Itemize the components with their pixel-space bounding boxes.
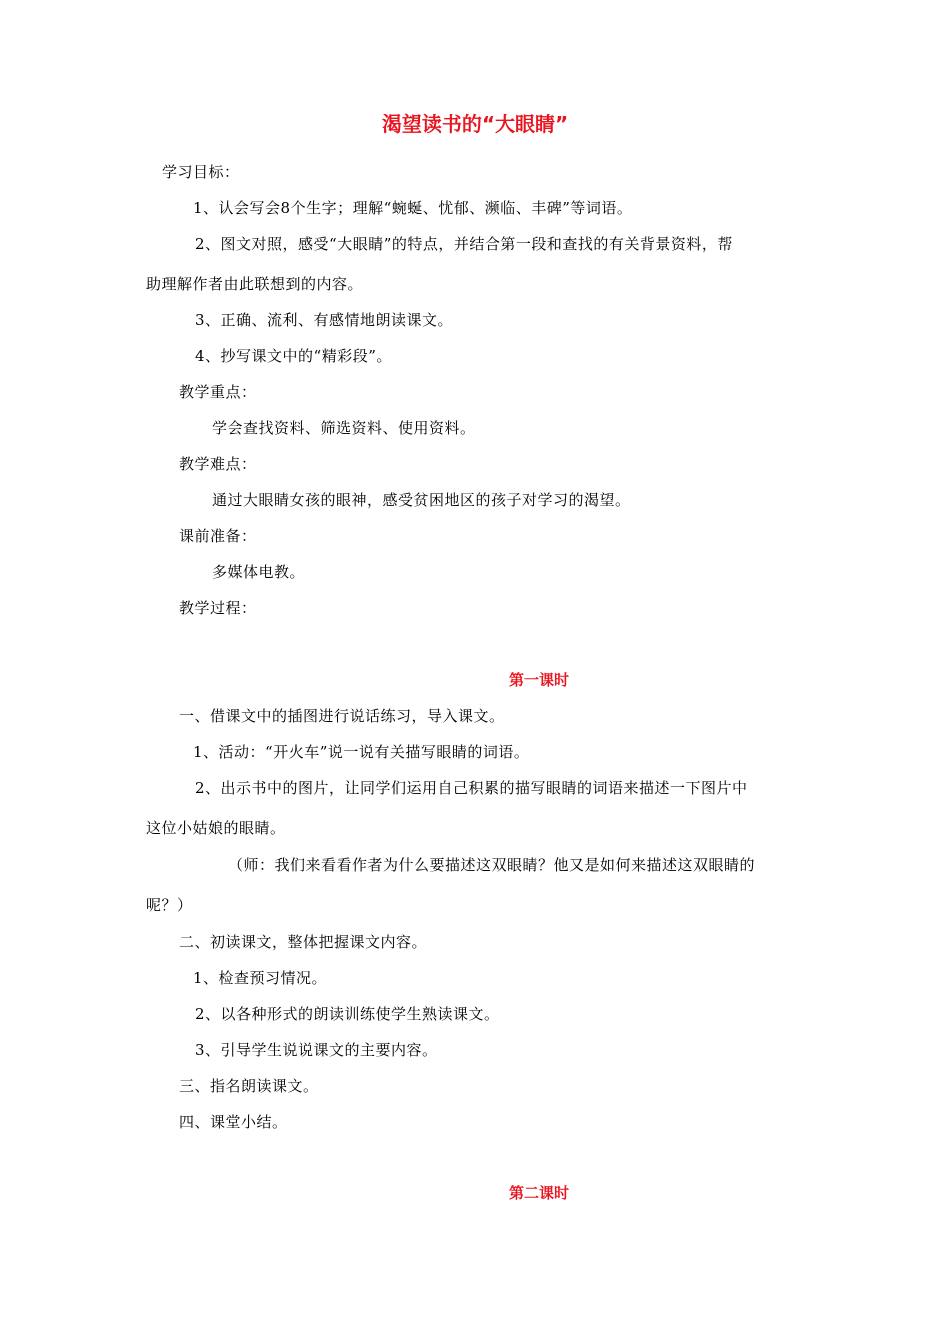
lesson1-line: 2、以各种形式的朗读训练使学生熟读课文。 xyxy=(195,1005,500,1023)
lesson1-line: 1、活动：“开火车”说一说有关描写眼睛的词语。 xyxy=(193,743,530,761)
objective-item-2: 2、图文对照，感受“大眼睛”的特点，并结合第一段和查找的有关背景资料，帮 xyxy=(195,235,733,253)
preparation-heading: 课前准备： xyxy=(179,527,257,545)
lesson1-line: 这位小姑娘的眼睛。 xyxy=(146,819,286,837)
lesson2-heading: 第二课时 xyxy=(508,1184,569,1202)
key-point-heading: 教学重点： xyxy=(179,383,257,401)
key-point-text: 学会查找资料、筛选资料、使用资料。 xyxy=(212,419,476,437)
objectives-heading: 学习目标： xyxy=(162,163,240,181)
lesson1-line: （师：我们来看看作者为什么要描述这双眼睛？他又是如何来描述这双眼睛的 xyxy=(228,856,756,874)
lesson1-line: 二、初读课文，整体把握课文内容。 xyxy=(179,933,428,951)
objective-item-3: 3、正确、流利、有感情地朗读课文。 xyxy=(195,311,454,329)
preparation-text: 多媒体电教。 xyxy=(212,563,306,581)
objective-item-2-continued: 助理解作者由此联想到的内容。 xyxy=(146,275,364,293)
difficulty-heading: 教学难点： xyxy=(179,455,257,473)
lesson1-line: 三、指名朗读课文。 xyxy=(179,1077,319,1095)
lesson1-line: 3、引导学生说说课文的主要内容。 xyxy=(195,1041,438,1059)
lesson1-line: 四、课堂小结。 xyxy=(179,1113,288,1131)
document-title: 渴望读书的“大眼睛” xyxy=(381,112,569,136)
lesson1-line: 2、出示书中的图片，让同学们运用自己积累的描写眼睛的词语来描述一下图片中 xyxy=(195,779,748,797)
objective-item-4: 4、抄写课文中的“精彩段”。 xyxy=(195,347,392,365)
lesson1-line: 呢？） xyxy=(146,896,193,914)
process-heading: 教学过程： xyxy=(179,599,257,617)
lesson1-line: 一、借课文中的插图进行说话练习，导入课文。 xyxy=(179,707,505,725)
objective-item-1: 1、认会写会8个生字；理解“蜿蜒、忧郁、濒临、丰碑”等词语。 xyxy=(193,199,633,217)
lesson1-line: 1、检查预习情况。 xyxy=(193,969,328,987)
difficulty-text: 通过大眼睛女孩的眼神，感受贫困地区的孩子对学习的渴望。 xyxy=(212,491,631,509)
lesson1-heading: 第一课时 xyxy=(508,671,569,689)
